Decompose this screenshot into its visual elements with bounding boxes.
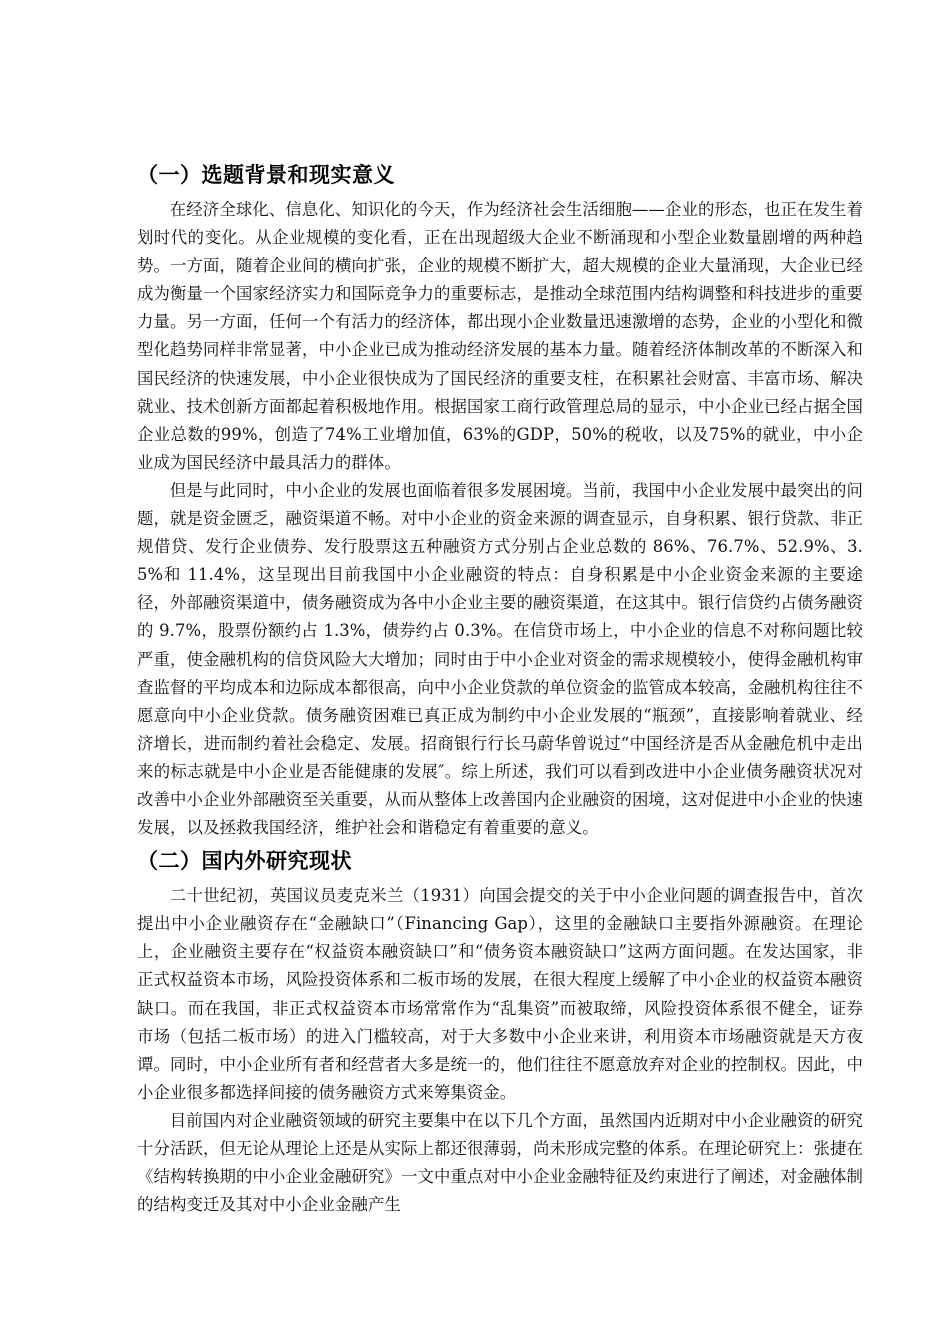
section-heading-research-status: （二）国内外研究现状 [137,849,352,874]
paragraph-background-2: 但是与此同时，中小企业的发展也面临着很多发展困境。当前，我国中小企业发展中最突出的问题，就是资金匮乏，融资渠道不畅。对中小企业的资金来源的调查显示，自身积累、银行贷款、非正规借贷、发行企业债券、发行股票这五种融资方式分别占企业总数的 86%、76.7%、52.9%、3.5%和 11.4%，这呈现出目前我国中小企业融资的特点：自身积累是中小企业资金来源的主要途径，外部融资渠道中，债务融资成为各中小企业主要的融资渠道，在这其中。银行信贷约占债务融资的 9.7%，股票份额约占 1.3%，债券约占 0.3%。在信贷市场上，中小企业的信息不对称问题比较严重，使金融机构的信贷风险大大增加；同时由于中小企业对资金的需求规模较小，使得金融机构审查监督的平均成本和边际成本都很高，向中小企业贷款的单位资金的监管成本较高，金融机构往往不愿意向中小企业贷款。债务融资困难已真正成为制约中小企业发展的“瓶颈”，直接影响着就业、经济增长，进而制约着社会稳定、发展。招商银行行长马蔚华曾说过“中国经济是否从金融危机中走出来的标志就是中小企业是否能健康的发展″。综上所述，我们可以看到改进中小企业债务融资状况对改善中小企业外部融资至关重要，从而从整体上改善国内企业融资的困境，这对促进中小企业的快速发展，以及拯救我国经济，维护社会和谐稳定有着重要的意义。 [137,480,863,838]
paragraph-research-2: 目前国内对企业融资领域的研究主要集中在以下几个方面，虽然国内近期对中小企业融资的研究十分活跃，但无论从理论上还是从实际上都还很薄弱，尚未形成完整的体系。在理论研究上：张捷在《结构转换期的中小企业金融研究》一文中重点对中小企业金融特征及约束进行了阐述，对金融体制的结构变迁及其对中小企业金融产生 [137,1110,863,1215]
paragraph-background-1: 在经济全球化、信息化、知识化的今天，作为经济社会生活细胞——企业的形态，也正在发生着划时代的变化。从企业规模的变化看，正在出现超级大企业不断涌现和小型企业数量剧增的两种趋势。一方面，随着企业间的横向扩张，企业的规模不断扩大，超大规模的企业大量涌现，大企业已经成为衡量一个国家经济实力和国际竞争力的重要标志，是推动全球范围内结构调整和科技进步的重要力量。另一方面，任何一个有活力的经济体，都出现小企业数量迅速激增的态势，企业的小型化和微型化趋势同样非常显著，中小企业已成为推动经济发展的基本力量。随着经济体制改革的不断深入和国民经济的快速发展，中小企业很快成为了国民经济的重要支柱，在积累社会财富、丰富市场、解决就业、技术创新方面都起着积极地作用。根据国家工商行政管理总局的显示，中小企业已经占据全国企业总数的99%，创造了74%工业增加值，63%的GDP，50%的税收，以及75%的就业，中小企业成为国民经济中最具活力的群体。 [137,200,863,472]
paragraph-research-1: 二十世纪初，英国议员麦克米兰（1931）向国会提交的关于中小企业问题的调查报告中，首次提出中小企业融资存在“金融缺口”（Financing Gap），这里的金融缺口主要指外源融资。在理论上，企业融资主要存在“权益资本融资缺口”和“债务资本融资缺口”这两方面问题。在发达国家，非正式权益资本市场，风险投资体系和二板市场的发展，在很大程度上缓解了中小企业的权益资本融资缺口。而在我国，非正式权益资本市场常常作为“乱集资”而被取缔，风险投资体系很不健全，证券市场（包括二板市场）的进入门槛较高，对于大多数中小企业来讲，利用资本市场融资就是天方夜谭。同时，中小企业所有者和经营者大多是统一的，他们往往不愿意放弃对企业的控制权。因此，中小企业很多都选择间接的债务融资方式来筹集资金。 [137,886,863,1102]
section-heading-background: （一）选题背景和现实意义 [137,163,395,187]
document-body [137,158,863,1219]
